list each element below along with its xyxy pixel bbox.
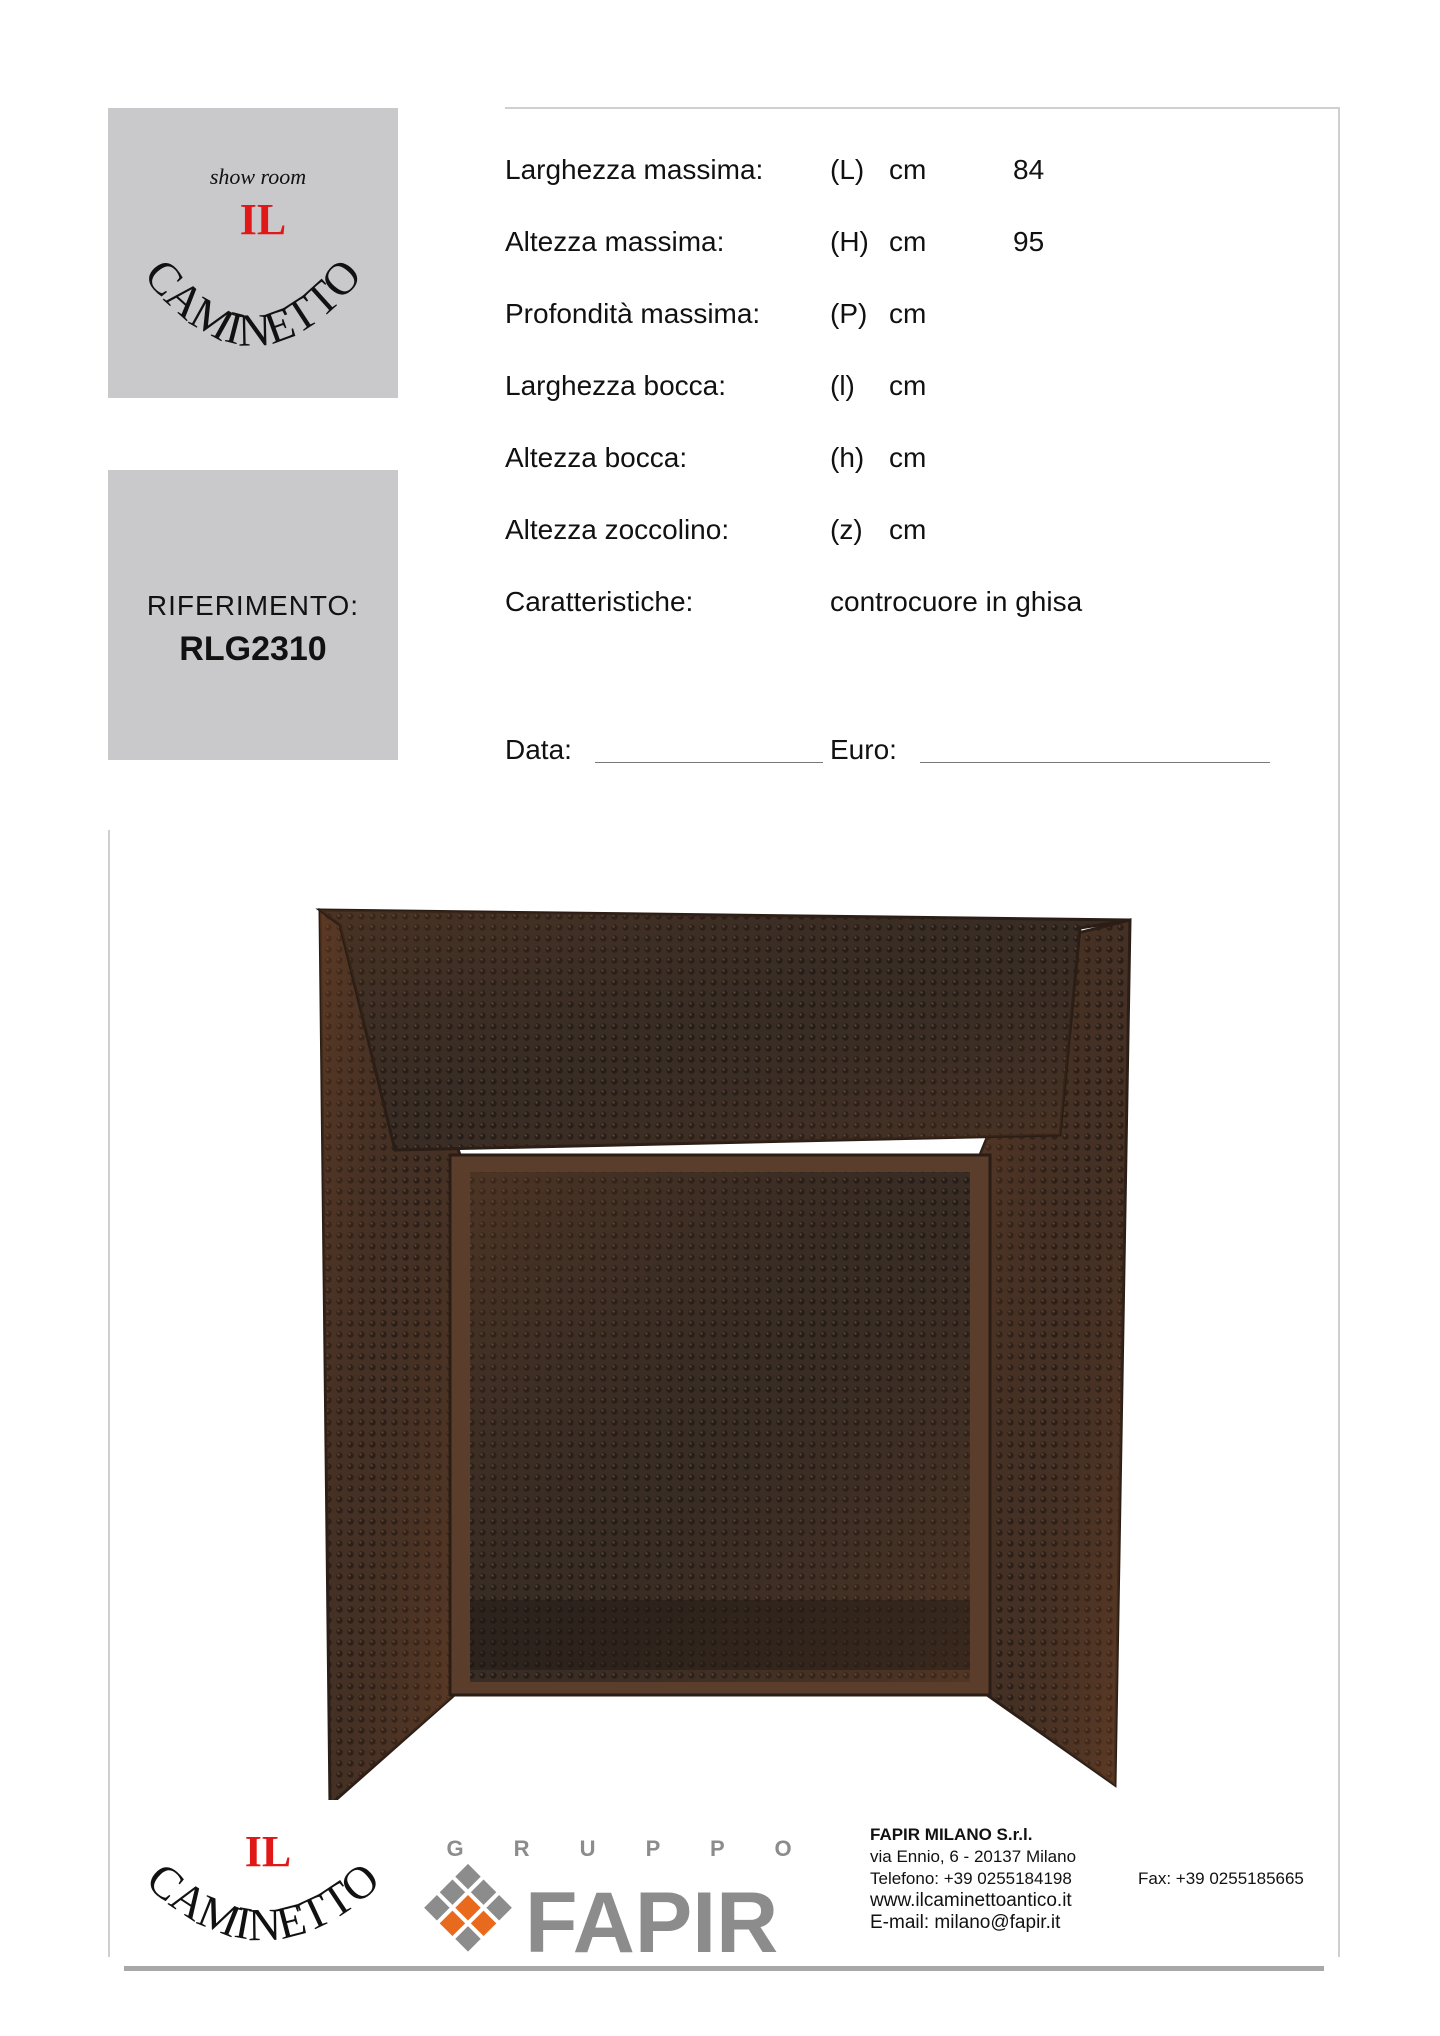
footer-logo-il: IL — [244, 1827, 292, 1876]
company-website[interactable]: www.ilcaminettoantico.it — [870, 1890, 1072, 1911]
gruppo-label: G R U P P O — [446, 1836, 814, 1861]
company-phone: Telefono: +39 0255184198 — [870, 1869, 1072, 1888]
reference-code: RLG2310 — [179, 630, 327, 668]
footer-caminetto-logo — [118, 1820, 408, 1970]
spec-unit: cm — [889, 442, 927, 473]
spec-code: (H) — [830, 226, 869, 257]
logo-tagline: show room — [209, 164, 307, 189]
spec-value: 95 — [1013, 226, 1045, 257]
logo-il: IL — [239, 195, 287, 244]
date-field-line[interactable] — [595, 762, 823, 763]
spec-label: Altezza massima: — [505, 226, 725, 257]
spec-label: Larghezza massima: — [505, 154, 764, 185]
spec-code: (h) — [830, 442, 865, 473]
spec-code: (L) — [830, 154, 865, 185]
fireback-product-image — [290, 900, 1150, 1800]
reference-label: RIFERIMENTO: — [146, 590, 360, 621]
spec-unit: cm — [889, 298, 927, 329]
fapir-diamond-icon — [424, 1864, 512, 1952]
spec-code: (l) — [830, 370, 855, 401]
company-info — [870, 1824, 1076, 1934]
spec-unit: cm — [889, 370, 927, 401]
gruppo-fapir-logo — [420, 1830, 840, 1960]
spec-unit: cm — [889, 226, 927, 257]
fapir-name: FAPIR — [525, 1875, 779, 1960]
spec-code: (z) — [830, 514, 863, 545]
spec-unit: cm — [889, 514, 927, 545]
footer-logo-name: CAMINETTO — [137, 1852, 389, 1951]
company-name: FAPIR MILANO S.r.l. — [870, 1825, 1033, 1844]
date-label: Data: — [505, 734, 572, 765]
company-address: via Ennio, 6 - 20137 Milano — [870, 1847, 1077, 1866]
company-email[interactable]: E-mail: milano@fapir.it — [870, 1912, 1061, 1933]
logo-name: CAMINETTO — [134, 249, 372, 356]
spec-unit: cm — [889, 154, 927, 185]
il-caminetto-logo — [108, 108, 398, 398]
frame-right-line — [1338, 107, 1340, 1957]
date-euro-row — [505, 730, 1305, 770]
spec-value: 84 — [1013, 154, 1045, 185]
spec-label: Profondità massima: — [505, 298, 761, 329]
euro-label: Euro: — [830, 734, 897, 765]
frame-top-line — [505, 107, 1340, 109]
features-value: controcuore in ghisa — [830, 586, 1083, 617]
reference-box — [108, 470, 398, 760]
spec-label: Larghezza bocca: — [505, 370, 727, 401]
frame-left-line — [108, 830, 110, 1957]
euro-field-line[interactable] — [920, 762, 1270, 763]
showroom-logo-box — [108, 108, 398, 398]
spec-label: Altezza bocca: — [505, 442, 688, 473]
company-fax: Fax: +39 0255185665 — [1138, 1869, 1304, 1888]
spec-label: Altezza zoccolino: — [505, 514, 730, 545]
spec-code: (P) — [830, 298, 868, 329]
features-label: Caratteristiche: — [505, 586, 694, 617]
